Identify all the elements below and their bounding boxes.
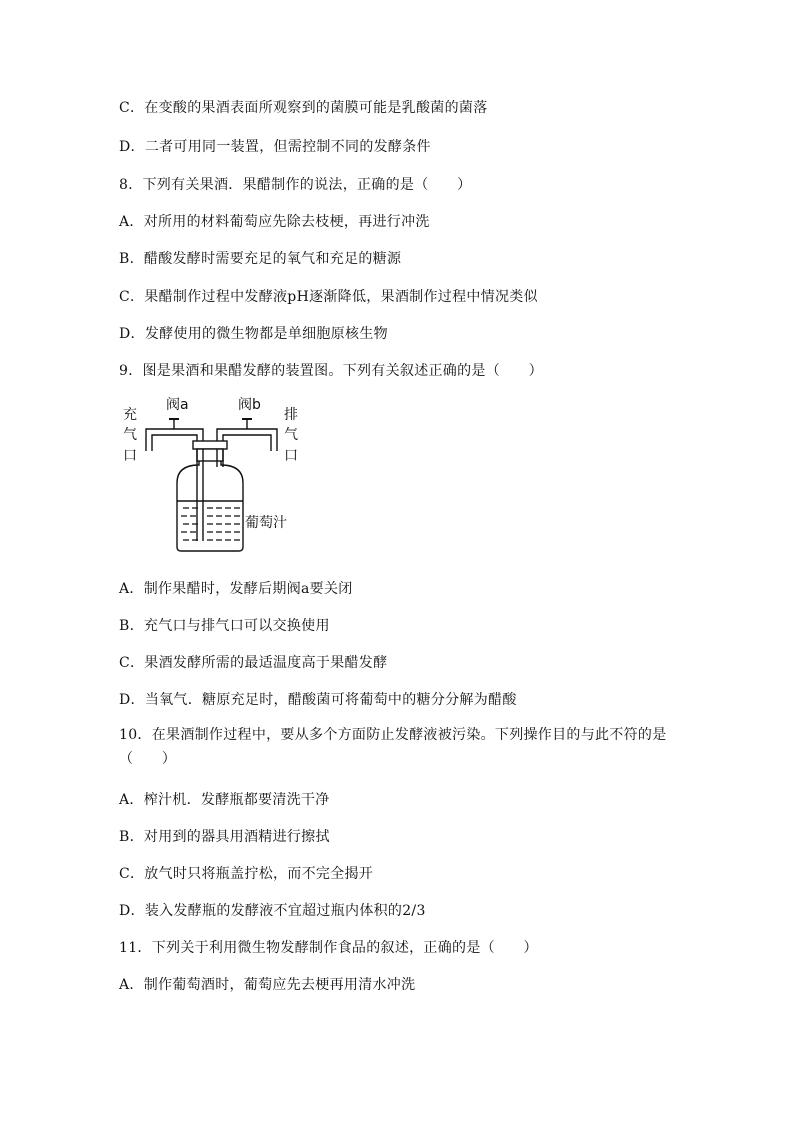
q10-option-c: C．放气时只将瓶盖拧松，而不完全揭开 (119, 866, 374, 882)
q8-option-b: B．醋酸发酵时需要充足的氧气和充足的糖源 (119, 251, 402, 267)
liquid-label: 葡萄汁 (245, 515, 287, 531)
q11-option-a: A．制作葡萄酒时，葡萄应先去梗再用清水冲洗 (119, 977, 416, 993)
q9-option-c: C．果酒发酵所需的最适温度高于果醋发酵 (119, 655, 388, 671)
q11-stem: 11．下列关于利用微生物发酵制作食品的叙述，正确的是（ ） (119, 940, 538, 956)
valve-a-label: 阀a (166, 397, 189, 413)
q9-stem: 9．图是果酒和果醋发酵的装置图。下列有关叙述正确的是（ ） (119, 363, 543, 379)
outlet-char-2: 气 (284, 427, 298, 443)
q10-option-a: A．榨汁机．发酵瓶都要清洗干净 (119, 792, 330, 808)
q7-option-d: D．二者可用同一装置，但需控制不同的发酵条件 (119, 139, 431, 155)
outlet-char-3: 口 (284, 448, 298, 464)
q9-option-d: D．当氧气．糖原充足时，醋酸菌可将葡萄中的糖分分解为醋酸 (119, 692, 517, 708)
inlet-char-3: 口 (123, 448, 137, 464)
valve-b-label: 阀b (238, 397, 261, 413)
q10-option-d: D．装入发酵瓶的发酵液不宜超过瓶内体积的2/3 (119, 903, 426, 919)
q8-stem: 8．下列有关果酒．果醋制作的说法，正确的是（ ） (119, 177, 472, 193)
q8-option-d: D．发酵使用的微生物都是单细胞原核生物 (119, 326, 388, 342)
q8-option-c: C．果醋制作过程中发酵液pH逐渐降低，果酒制作过程中情况类似 (119, 289, 538, 305)
q10-stem: 10．在果酒制作过程中，要从多个方面防止发酵液被污染。下列操作目的与此不符的是（ ） (119, 727, 667, 767)
q8-option-a: A．对所用的材料葡萄应先除去枝梗，再进行冲洗 (119, 214, 430, 230)
fermentation-apparatus-diagram (119, 395, 309, 560)
inlet-char-1: 充 (123, 407, 137, 423)
inlet-char-2: 气 (123, 427, 137, 443)
q10-option-b: B．对用到的器具用酒精进行擦拭 (119, 829, 330, 845)
q7-option-c: C．在变酸的果酒表面所观察到的菌膜可能是乳酸菌的菌落 (119, 100, 488, 116)
q9-option-a: A．制作果醋时，发酵后期阀a要关闭 (119, 581, 353, 597)
q9-option-b: B．充气口与排气口可以交换使用 (119, 618, 330, 634)
outlet-char-1: 排 (284, 407, 298, 423)
